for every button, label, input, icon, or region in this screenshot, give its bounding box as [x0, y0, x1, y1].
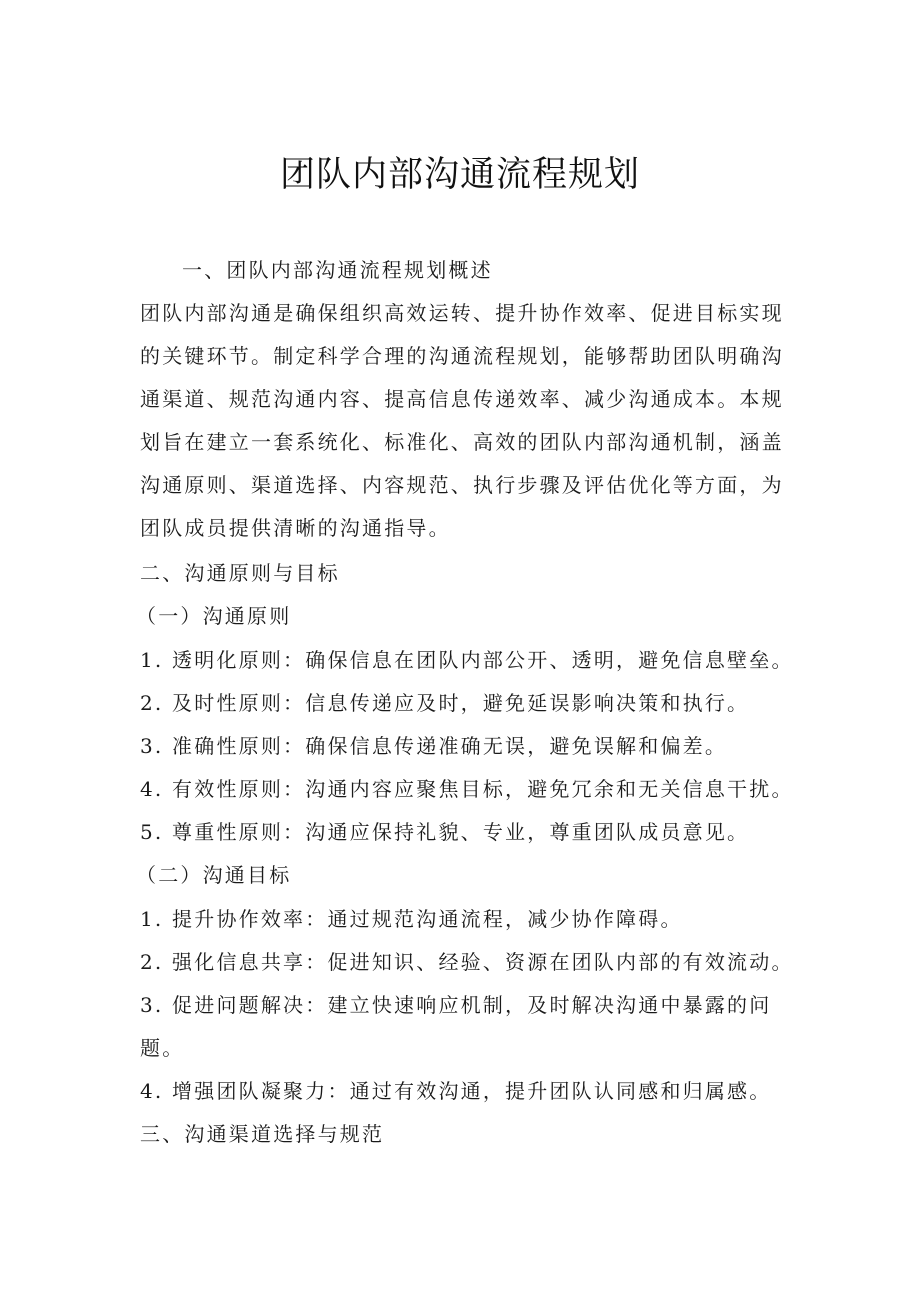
paragraph-line: 划旨在建立一套系统化、标准化、高效的团队内部沟通机制，涵盖	[140, 430, 784, 454]
goal-item: 3. 促进问题解决：建立快速响应机制，及时解决沟通中暴露的问	[140, 993, 772, 1017]
goal-item: 2. 强化信息共享：促进知识、经验、资源在团队内部的有效流动。	[140, 950, 794, 974]
goal-item: 4. 增强团队凝聚力：通过有效沟通，提升团队认同感和归属感。	[140, 1079, 772, 1103]
principle-item: 2. 及时性原则：信息传递应及时，避免延误影响决策和执行。	[140, 691, 750, 715]
principle-item: 4. 有效性原则：沟通内容应聚焦目标，避免冗余和无关信息干扰。	[140, 777, 794, 801]
goal-item: 1. 提升协作效率：通过规范沟通流程，减少协作障碍。	[140, 907, 683, 931]
paragraph-line: 的关键环节。制定科学合理的沟通流程规划，能够帮助团队明确沟	[140, 344, 784, 368]
paragraph-line: 沟通原则、渠道选择、内容规范、执行步骤及评估优化等方面，为	[140, 473, 784, 497]
section-1-heading: 一、团队内部沟通流程规划概述	[182, 258, 493, 282]
goals-heading: （二）沟通目标	[136, 863, 292, 887]
principle-item: 5. 尊重性原则：沟通应保持礼貌、专业，尊重团队成员意见。	[140, 820, 750, 844]
principle-item: 3. 准确性原则：确保信息传递准确无误，避免误解和偏差。	[140, 734, 728, 758]
principle-item: 1. 透明化原则：确保信息在团队内部公开、透明，避免信息壁垒。	[140, 648, 794, 672]
section-2-heading: 二、沟通原则与目标	[140, 561, 340, 585]
goal-item-continuation: 题。	[140, 1036, 185, 1060]
section-3-heading: 三、沟通渠道选择与规范	[140, 1122, 385, 1146]
paragraph-line: 团队成员提供清晰的沟通指导。	[140, 516, 451, 540]
paragraph-line: 通渠道、规范沟通内容、提高信息传递效率、减少沟通成本。本规	[140, 387, 784, 411]
document-title: 团队内部沟通流程规划	[279, 155, 640, 195]
principles-heading: （一）沟通原则	[136, 604, 292, 628]
paragraph-line: 团队内部沟通是确保组织高效运转、提升协作效率、促进目标实现	[140, 301, 784, 325]
